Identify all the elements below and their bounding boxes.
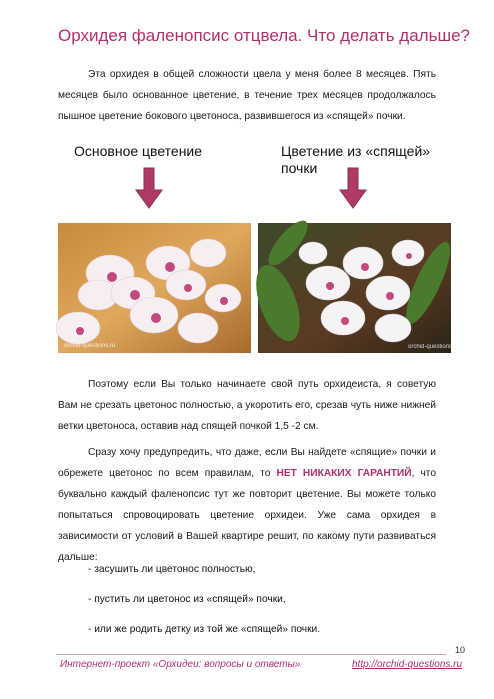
orchid-photo-main-bloom: [58, 223, 251, 353]
arrow-down-icon: [136, 168, 162, 208]
orchid-photo-sleeping-bud-bloom: [258, 223, 460, 353]
footer-site-link[interactable]: http://orchid-questions.ru: [352, 659, 463, 670]
footer-divider: [56, 654, 446, 655]
arrow-down-icon: [340, 168, 366, 208]
advice-paragraph: Поэтому если Вы только начинаете свой путь орхидеиста, я советую Вам не срезать цветонос полностью, а укоротить его, срезав чуть ниже нижней ветки цветоноса, оставив над спящей почкой 1,5 -2 см.: [58, 379, 436, 432]
list-item: - засушить ли цветонос полностью,: [88, 564, 256, 575]
no-guarantee-highlight: НЕТ НИКАКИХ ГАРАНТИЙ: [276, 468, 412, 479]
list-item: - пустить ли цветонос из «спящей» почки,: [88, 594, 286, 605]
footer-project-name: Интернет-проект «Орхидеи: вопросы и ответы»: [60, 659, 301, 670]
list-item: - или же родить детку из той же «спящей» почки.: [88, 624, 321, 635]
intro-paragraph: Эта орхидея в общей сложности цвела у меня более 8 месяцев. Пять месяцев было основанное цветение, в течение трех месяцев продолжалось пышное цветение бокового цветоноса, развившегося из «спящей» почки.: [58, 69, 436, 122]
warning-text-before: Сразу хочу предупредить, что даже, если Вы найдете «спящие» почки и обрежете цветонос по всем правилам, то: [58, 447, 436, 479]
warning-paragraph: [58, 442, 436, 568]
caption-sleeping-bud-line1: Цветение из «спящей»: [281, 143, 431, 159]
photo-watermark-right: orchid-questions.ru: [408, 344, 460, 350]
caption-sleeping-bud-line2: почки: [281, 160, 318, 176]
caption-main-bloom: Основное цветение: [74, 143, 203, 159]
page-number: 10: [455, 645, 466, 655]
page-title: Орхидея фаленопсис отцвела. Что делать дальше?: [58, 26, 471, 45]
warning-text-after: , что буквально каждый фаленопсис тут же повторит цветение. Вы можете только попытаться спровоцировать цветение орхидеи. Уже сама орхидея в зависимости от условий в Вашей квартире решит, по какому пути развиваться дальше:: [58, 468, 436, 563]
photo-watermark-left: orchid-questions.ru: [64, 343, 116, 349]
